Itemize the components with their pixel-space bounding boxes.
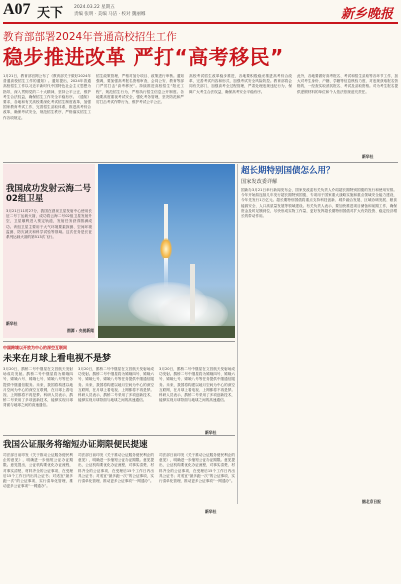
lead-column-1: 1月21日，教育部官网公布了《教育部关于做好2024年普通高校招生工作的通知》。通知提出，2024年普通高校招生工作以习近平新时代中国特色社会主义思想为指导，深入贯彻党的二十大精神，坚持公平公正，维护考生合法权益，确保招生工作安全平稳有序。《通知》要求，各地和有关高校要深化考试招生制度改革，加强国家教育考试工作，完善招生录取体系，推进高考综合改革，确保考试安全，规范招生秩序，严格落实招生工作各项规定。	[3, 74, 91, 120]
notary-byline: 新华社	[205, 509, 217, 514]
launch-tower	[190, 264, 195, 324]
launch-caption-credit: 图源 : 央视新闻	[67, 328, 94, 333]
lead-column-4: 此外，各地要做好高考报名、考试和招生录取等各环节工作，加大对考生身份、户籍、学籍等信息核验力度，对违规获取报名资格的，一经查实取消其报名、考试及录取资格。对为考生报名提供虚假材料的单位和个人依法依规追究责任。	[297, 74, 398, 94]
page-header	[0, 0, 401, 22]
launch-body: 3月21日11时27分，我国在酒泉卫星发射中心使用长征二号丁运载火箭，成功将云海二号02组卫星发射升空，卫星顺利进入预定轨道，发射任务获得圆满成功。该组卫星主要用于大气环境要素探测、空间环境监测、防灾减灾和科学试验等领域。这次任务是长征系列运载火箭的第513次飞行。	[6, 209, 92, 240]
rocket	[164, 204, 168, 240]
lead-headline: 稳步推进改革 严打“高考移民”	[3, 45, 284, 69]
moon-column-2: 3月20日，鹊桥二号中继星在文昌航天发射场成功发射。鹊桥二号中继星将为嫦娥四号、嫦娥六号、嫦娥七号、嫦娥八号等任务提供中继通信服务。未来，我国将构建以地月空间为中心的深空互联网，在月球上看电视、上网都将不再是梦。科研人员表示，鹊桥二号采用了多项创新技术，能够实现月球背面与地球之间的高速通信。	[78, 367, 154, 403]
ground	[98, 326, 235, 338]
bonds-subtitle: 国家发改委详解	[241, 179, 278, 185]
notary-title: 我国公证服务将缩短办证期限便民提速	[3, 440, 148, 450]
column-divider	[237, 164, 238, 504]
moon-column-1: 3月20日，鹊桥二号中继星在文昌航天发射场成功发射。鹊桥二号中继星将为嫦娥四号、嫦娥六号、嫦娥七号、嫦娥八号等任务提供中继通信服务。未来，我国将构建以地月空间为中心的深空互联网，在月球上看电视、上网都将不再是梦。科研人员表示，鹊桥二号采用了多项创新技术，能够实现月球背面与地球之间的高速通信。	[3, 367, 73, 408]
moon-byline: 新华社	[205, 430, 217, 435]
lead-kicker: 教育部部署2024年普通高校招生工作	[3, 31, 177, 43]
issue-date: 2024.03.22 星期五	[74, 5, 115, 10]
issue-editors: 责编 张明 · 美编 马洁 · 校对 魏丽娜	[74, 12, 146, 17]
notary-column-1: 司法部日前印发《关于推动公证服务便民利企的意见》，明确进一步缩短公证办证期限。意见提出，公证机构要优化办证流程，对事实清楚、材料齐全的公证事项，在受理后15个工作日内出具公证书；对适宜“最多跑一次”的公证事项，实行清单化管理，推动更多公证事项“一网通办”。	[3, 453, 73, 489]
newspaper-logo: 新乡晚报	[340, 7, 393, 22]
rocket-launch-photo	[98, 164, 235, 338]
header-rule	[3, 22, 398, 24]
moon-title: 未来在月球上看电视不是梦	[3, 354, 112, 364]
notary-column-2: 司法部日前印发《关于推动公证服务便民利企的意见》，明确进一步缩短公证办证期限。意见提出，公证机构要优化办证流程，对事实清楚、材料齐全的公证事项，在受理后15个工作日内出具公证书；对适宜“最多跑一次”的公证事项，实行清单化管理，推动更多公证事项“一网通办”。	[78, 453, 154, 484]
lead-column-3: 高校考试招生改革稳步推进，各地要积极稳妥推进高考综合改革，完善考试内容和形式，加强考试安全风险防控。教育部将会同有关部门，加强高考全过程管理，严肃处理违规违纪行为，保障广大考生合法权益，确保高考安全平稳有序。	[189, 74, 292, 94]
moon-kicker: 中国跨境以开放为中心的深空互联网	[3, 345, 67, 350]
launch-title: 我国成功发射云海二号02组卫星	[6, 184, 92, 204]
bonds-title: 超长期特别国债怎么用？	[241, 166, 335, 176]
notary-column-3: 司法部日前印发《关于推动公证服务便民利企的意见》，明确进一步缩短公证办证期限。意见提出，公证机构要优化办证流程，对事实清楚、材料齐全的公证事项，在受理后15个工作日内出具公证书；对适宜“最多跑一次”的公证事项，实行清单化管理，推动更多公证事项“一网通办”。	[159, 453, 235, 484]
lead-column-2: 招生政策管理，严格对加分项目、政策进行审核。通知强调，要加强高考报名资格审查，会同公安、教育等部门严厉打击“高考移民”。持续推进高校招生“阳光工程”，规范招生行为，严格执行招生信息公开制度。各地要高度重视考试安全，强化考务管理，坚决防范和严厉打击考试作弊行为，维护考试公平公正。	[96, 74, 184, 105]
section-name: 天下	[37, 6, 64, 21]
divider	[3, 162, 398, 163]
launch-byline: 新华社	[6, 321, 18, 326]
divider	[3, 341, 235, 342]
exhaust-trail	[164, 258, 168, 288]
lead-byline: 新华社	[362, 154, 374, 159]
moon-column-3: 3月20日，鹊桥二号中继星在文昌航天发射场成功发射。鹊桥二号中继星将为嫦娥四号、嫦娥六号、嫦娥七号、嫦娥八号等任务提供中继通信服务。未来，我国将构建以地月空间为中心的深空互联网，在月球上看电视、上网都将不再是梦。科研人员表示，鹊桥二号采用了多项创新技术，能够实现月球背面与地球之间的高速通信。	[159, 367, 235, 403]
page-number: A07	[3, 1, 31, 18]
bonds-body: 国新办3月21日举行新闻发布会，国家发改委有关负责人介绍超长期特别国债的发行和使用安排。今年开始拟连续几年发行超长期特别国债，专项用于国家重大战略实施和重点领域安全能力建设，今年先发行1万亿元。超长期特别国债将重点支持科技创新、城乡融合发展、区域协调发展、粮食能源安全、人口高质量发展等领域建设。有关负责人表示，要加快推进项目储备和前期工作，确保资金及时足额到位，尽快形成实物工作量，更好发挥超长期特别国债对扩大有效投资、稳定经济增长的带动作用。	[241, 188, 397, 219]
rocket-flame	[160, 238, 172, 260]
divider	[3, 435, 235, 436]
bonds-byline: 据北京日报	[362, 499, 381, 504]
